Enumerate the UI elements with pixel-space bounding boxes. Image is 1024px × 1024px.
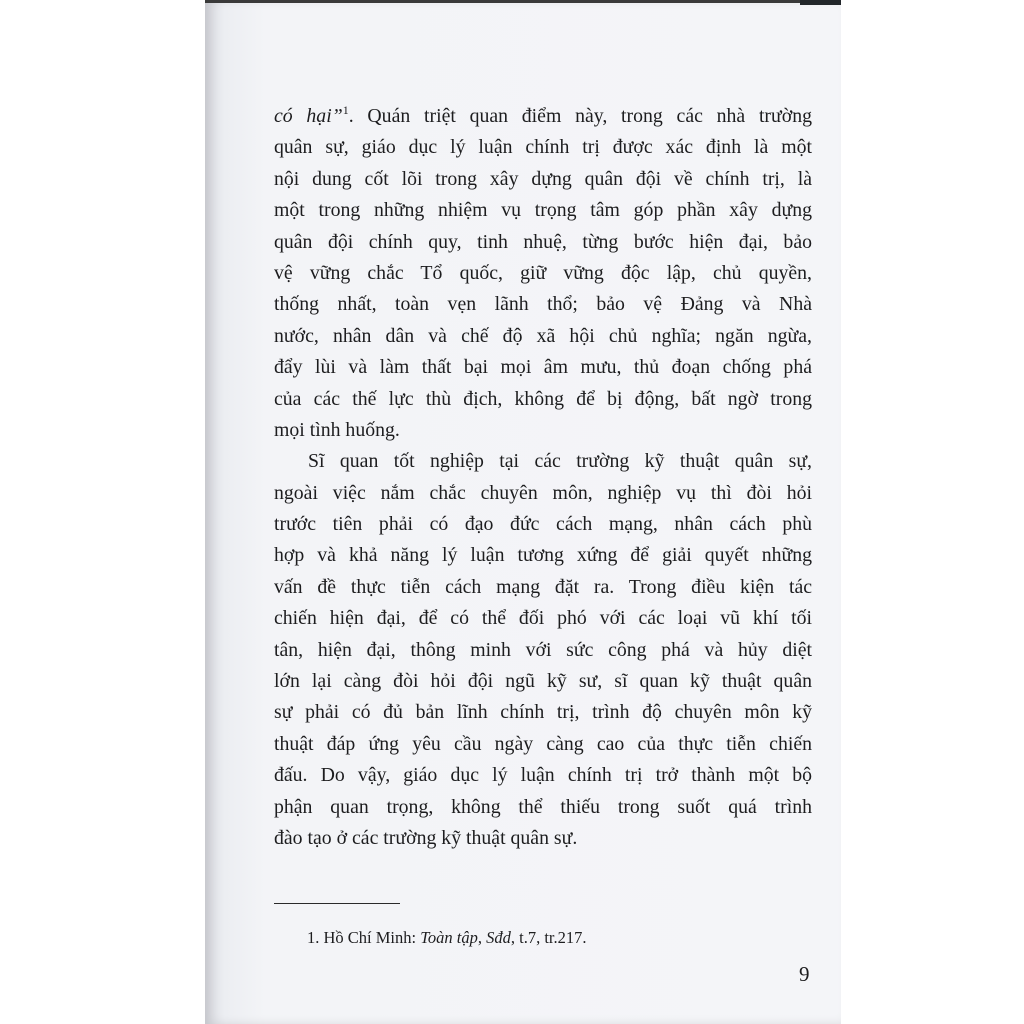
- footnote-separator: [274, 903, 400, 904]
- text-line: vệ vững chắc Tổ quốc, giữ vững độc lập, chủ quyền,: [274, 261, 812, 284]
- text-line: sự phải có đủ bản lĩnh chính trị, trình độ chuyên môn kỹ: [274, 701, 812, 724]
- quote-end-italic: có hại”: [274, 105, 343, 127]
- text-line: Sĩ quan tốt nghiệp tại các trường kỹ thuật quân sự,: [308, 450, 812, 473]
- text-line: của các thế lực thù địch, không để bị động, bất ngờ trong: [274, 387, 812, 410]
- page-corner-shadow: [800, 0, 841, 5]
- text-line: mọi tình huống.: [274, 418, 400, 441]
- page-number: 9: [799, 962, 810, 986]
- footnote: [307, 928, 587, 948]
- text-line: lớn lại càng đòi hỏi đội ngũ kỹ sư, sĩ quan kỹ thuật quân: [274, 670, 812, 693]
- footnote-marker: 1: [342, 103, 349, 117]
- text-line: thống nhất, toàn vẹn lãnh thổ; bảo vệ Đảng và Nhà: [274, 293, 812, 316]
- footnote-prefix: 1. Hồ Chí Minh:: [307, 928, 421, 947]
- body-text: [274, 101, 812, 854]
- paragraph-1: [274, 101, 812, 446]
- text-line: tân, hiện đại, thông minh với sức công phá và hủy diệt: [274, 638, 812, 661]
- text-line: hợp và khả năng lý luận tương xứng để giải quyết những: [274, 544, 812, 567]
- footnote-source: Sđd: [486, 928, 511, 947]
- text-line: quân đội chính quy, tinh nhuệ, từng bước hiện đại, bảo: [274, 230, 812, 253]
- text-line: phận quan trọng, không thể thiếu trong suốt quá trình: [274, 795, 812, 818]
- text-line: vấn đề thực tiễn cách mạng đặt ra. Trong điều kiện tác: [274, 575, 812, 598]
- footnote-title: Toàn tập: [420, 928, 478, 947]
- text-line: nước, nhân dân và chế độ xã hội chủ nghĩa; ngăn ngừa,: [274, 324, 812, 347]
- text-line: ngoài việc nắm chắc chuyên môn, nghiệp vụ thì đòi hỏi: [274, 481, 812, 504]
- text-line: đấu. Do vậy, giáo dục lý luận chính trị trở thành một bộ: [274, 764, 812, 787]
- text-line: thuật đáp ứng yêu cầu ngày càng cao của thực tiễn chiến: [274, 732, 812, 755]
- text-line: [274, 101, 812, 132]
- page-top-edge: [205, 0, 841, 3]
- text-line: một trong những nhiệm vụ trọng tâm góp phần xây dựng: [274, 199, 812, 222]
- text-line: trước tiên phải có đạo đức cách mạng, nhân cách phù: [274, 513, 812, 536]
- text-line: đẩy lùi và làm thất bại mọi âm mưu, thủ đoạn chống phá: [274, 356, 812, 379]
- text-line: đào tạo ở các trường kỹ thuật quân sự.: [274, 826, 578, 849]
- footnote-separator-text: ,: [477, 928, 487, 947]
- footnote-suffix: , t.7, tr.217.: [510, 928, 587, 947]
- text-line: nội dung cốt lõi trong xây dựng quân đội về chính trị, là: [274, 167, 812, 190]
- paragraph-2: [274, 446, 812, 854]
- text-line: quân sự, giáo dục lý luận chính trị được xác định là một: [274, 136, 812, 159]
- text-line-rest: . Quán triệt quan điểm này, trong các nhà trường: [348, 105, 812, 127]
- text-line: chiến hiện đại, để có thể đối phó với các loại vũ khí tối: [274, 607, 812, 630]
